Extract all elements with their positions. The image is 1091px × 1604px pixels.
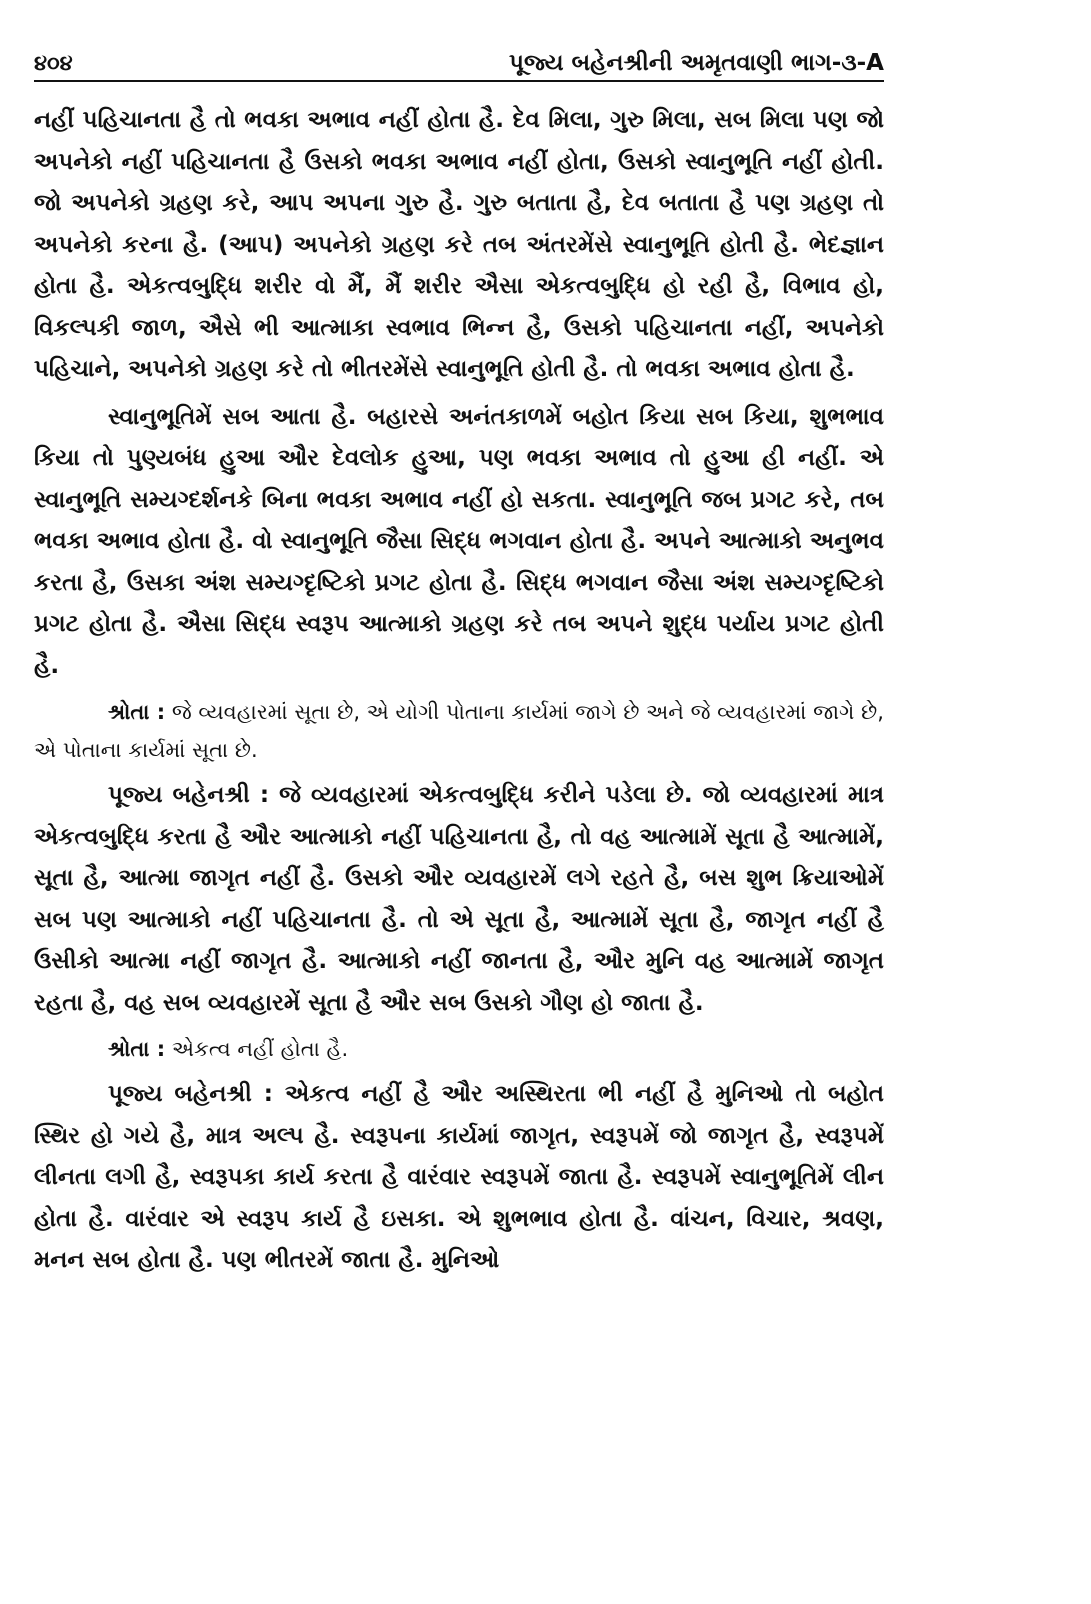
paragraph-text: સ્વાનુભૂતિમેં સબ આતા હૈ. બહારસે અનંતકાળમેં બહોત કિયા સબ કિયા, શુભભાવ કિયા તો પુણ્યબંધ હુઆ ઔર દેવલોક હુઆ, પણ ભવકા અભાવ તો હુઆ હી નહીં. એ સ્વાનુભૂતિ સમ્યગ્દર્શનકે બિના ભવકા અભાવ નહીં હો સકતા. સ્વાનુભૂતિ જબ પ્રગટ કરે, તબ ભવકા અભાવ હોતા હૈ. વો સ્વાનુભૂતિ જૈસા સિદ્ધ ભગવાન હોતા હૈ. અપને આત્માકો અનુભવ કરતા હૈ, ઉસકા અંશ સમ્યગ્દૃષ્ટિકો પ્રગટ હોતા હૈ. સિદ્ધ ભગવાન જૈસા અંશ સમ્યગ્દૃષ્ટિકો પ્રગટ હોતા હૈ. ઐસા સિદ્ધ સ્વરૂપ આત્માકો ગ્રહણ કરે તબ અપને શુદ્ધ પર્યાય પ્રગટ હોતી હૈ. — [34, 403, 884, 679]
paragraph-2 — [34, 397, 884, 688]
speaker-label: પૂજ્ય બહેનશ્રી : — [108, 1081, 273, 1107]
speaker-label: શ્રોતા : — [108, 700, 166, 724]
listener-question-1 — [34, 693, 884, 769]
paragraph-1 — [34, 100, 884, 391]
page-number: ૪૦૪ — [34, 51, 73, 75]
answer-text: જે વ્યવહારમાં એકત્વબુદ્ધિ કરીને પડેલા છે. જો વ્યવહારમાં માત્ર એકત્વબુદ્ધિ કરતા હૈ ઔર આત્માકો નહીં પહિચાનતા હૈ, તો વહ આત્મામેં સૂતા હૈ આત્મામેં, સૂતા હૈ, આત્મા જાગૃત નહીં હૈ. ઉસકો ઔર વ્યવહારમેં લગે રહતે હૈ, બસ શુભ ક્રિયાઓમેં સબ પણ આત્માકો નહીં પહિચાનતા હૈ. તો એ સૂતા હૈ, આત્મામેં સૂતા હૈ, જાગૃત નહીં હૈ ઉસીકો આત્મા નહીં જાગૃત હૈ. આત્માકો નહીં જાનતા હૈ, ઔર મુનિ વહ આત્મામેં જાગૃત રહતા હૈ, વહ સબ વ્યવહારમેં સૂતા હૈ ઔર સબ ઉસકો ગૌણ હો જાતા હૈ. — [34, 782, 884, 1016]
listener-question-2 — [34, 1030, 884, 1068]
answer-text: એકત્વ નહીં હૈ ઔર અસ્થિરતા ભી નહીં હૈ મુનિઓ તો બહોત સ્થિર હો ગયે હૈ, માત્ર અલ્પ હૈ. સ્વરૂપના કાર્યમાં જાગૃત, સ્વરૂપમેં જો જાગૃત હૈ, સ્વરૂપમેં લીનતા લગી હૈ, સ્વરૂપકા કાર્ય કરતા હૈ વારંવાર સ્વરૂપમેં જાતા હૈ. સ્વરૂપમેં સ્વાનુભૂતિમેં લીન હોતા હૈ. વારંવાર એ સ્વરૂપ કાર્ય હૈ ઇસકા. એ શુભભાવ હોતા હૈ. વાંચન, વિચાર, શ્રવણ, મનન સબ હોતા હૈ. પણ ભીતરમેં જાતા હૈ. મુનિઓ — [34, 1081, 884, 1273]
question-text: એકત્વ નહીં હોતા હૈ. — [171, 1037, 349, 1061]
question-text: જે વ્યવહારમાં સૂતા છે, એ યોગી પોતાના કાર્યમાં જાગે છે અને જે વ્યવહારમાં જાગે છે, એ પોતાના કાર્યમાં સૂતા છે. — [34, 700, 884, 762]
answer-1 — [34, 775, 884, 1024]
speaker-label: પૂજ્ય બહેનશ્રી : — [108, 782, 270, 808]
page-body — [34, 100, 884, 1282]
answer-2 — [34, 1074, 884, 1282]
speaker-label: શ્રોતા : — [108, 1037, 166, 1061]
book-page — [34, 40, 884, 1288]
running-title: પૂજ્ય બહેનશ્રીની અમૃતવાણી ભાગ-૩-A — [509, 50, 884, 76]
paragraph-text: નહીં પહિચાનતા હૈ તો ભવકા અભાવ નહીં હોતા હૈ. દેવ મિલા, ગુરુ મિલા, સબ મિલા પણ જો અપનેકો નહીં પહિચાનતા હૈ ઉસકો ભવકા અભાવ નહીં હોતા, ઉસકો સ્વાનુભૂતિ નહીં હોતી. જો અપનેકો ગ્રહણ કરે, આપ અપના ગુરુ હૈ. ગુરુ બતાતા હૈ, દેવ બતાતા હૈ પણ ગ્રહણ તો અપનેકો કરના હૈ. (આપ) અપનેકો ગ્રહણ કરે તબ અંતરમેંસે સ્વાનુભૂતિ હોતી હૈ. ભેદજ્ઞાન હોતા હૈ. એકત્વબુદ્ધિ શરીર વો મૈં, મૈં શરીર ઐસા એકત્વબુદ્ધિ હો રહી હૈ, વિભાવ હો, વિકલ્પકી જાળ, ઐસે ભી આત્માકા સ્વભાવ ભિન્ન હૈ, ઉસકો પહિચાનતા નહીં, અપનેકો પહિચાને, અપનેકો ગ્રહણ કરે તો ભીતરમેંસે સ્વાનુભૂતિ હોતી હૈ. તો ભવકા અભાવ હોતા હૈ. — [34, 107, 884, 382]
page-header — [34, 40, 884, 82]
